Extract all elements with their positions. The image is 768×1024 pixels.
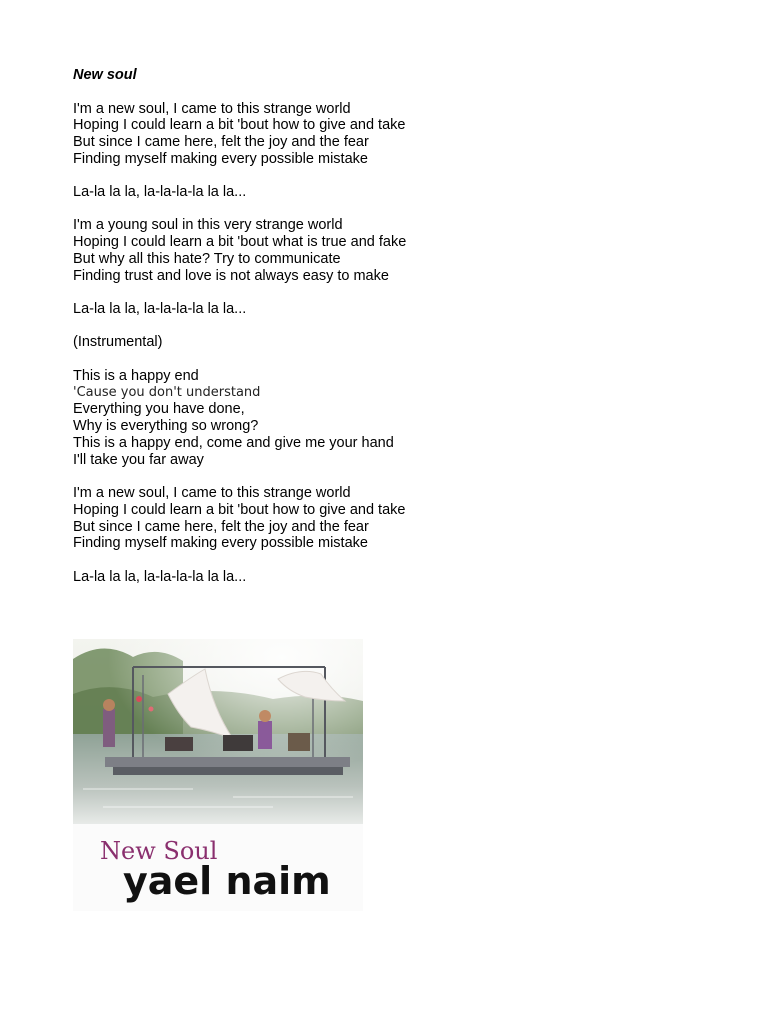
lyric-line: Hoping I could learn a bit 'bout how to give and take bbox=[73, 501, 406, 518]
stanza-8 bbox=[73, 569, 693, 586]
lyric-line: (Instrumental) bbox=[73, 334, 163, 351]
lyric-line: Finding myself making every possible mistake bbox=[73, 150, 368, 167]
lyric-line: This is a happy end bbox=[73, 367, 199, 384]
stanza-4 bbox=[73, 301, 693, 318]
lyric-line: I'm a new soul, I came to this strange world bbox=[73, 485, 351, 502]
lyric-line: I'm a young soul in this very strange world bbox=[73, 217, 343, 234]
stanza-3 bbox=[73, 217, 693, 284]
lyric-line: La-la la la, la-la-la-la la la... bbox=[73, 184, 247, 201]
stanza-1 bbox=[73, 101, 693, 168]
stanza-2 bbox=[73, 184, 693, 201]
stanza-7 bbox=[73, 485, 693, 552]
lyrics-document bbox=[73, 67, 693, 602]
song-title: New soul bbox=[73, 67, 137, 83]
raft-deck bbox=[105, 757, 350, 767]
lyric-line: La-la la la, la-la-la-la la la... bbox=[73, 301, 247, 318]
artist-name-text: yael naim bbox=[123, 859, 331, 903]
lyric-line: Hoping I could learn a bit 'bout how to give and take bbox=[73, 117, 406, 134]
lyric-line: 'Cause you don't understand bbox=[73, 384, 261, 400]
lyric-line: Everything you have done, bbox=[73, 401, 245, 418]
lyric-line: Finding trust and love is not always easy to make bbox=[73, 267, 389, 284]
lyric-line: La-la la la, la-la-la-la la la... bbox=[73, 568, 247, 585]
album-title-text: New Soul bbox=[100, 837, 218, 865]
lyric-line: I'll take you far away bbox=[73, 451, 204, 468]
lyric-line: I'm a new soul, I came to this strange world bbox=[73, 100, 351, 117]
lyric-line: But since I came here, felt the joy and the fear bbox=[73, 518, 369, 535]
lyric-line: Finding myself making every possible mistake bbox=[73, 535, 368, 552]
lyric-line: But why all this hate? Try to communicate bbox=[73, 251, 341, 268]
raft-base bbox=[113, 767, 343, 775]
lyric-line: Hoping I could learn a bit 'bout what is true and fake bbox=[73, 234, 407, 251]
lyric-line: Why is everything so wrong? bbox=[73, 418, 259, 435]
lyric-line: This is a happy end, come and give me your hand bbox=[73, 434, 394, 451]
stanza-5 bbox=[73, 334, 693, 351]
lyric-line: But since I came here, felt the joy and the fear bbox=[73, 134, 369, 151]
album-cover-image bbox=[73, 639, 363, 911]
album-cover-art bbox=[73, 639, 363, 911]
stanza-6 bbox=[73, 368, 693, 469]
